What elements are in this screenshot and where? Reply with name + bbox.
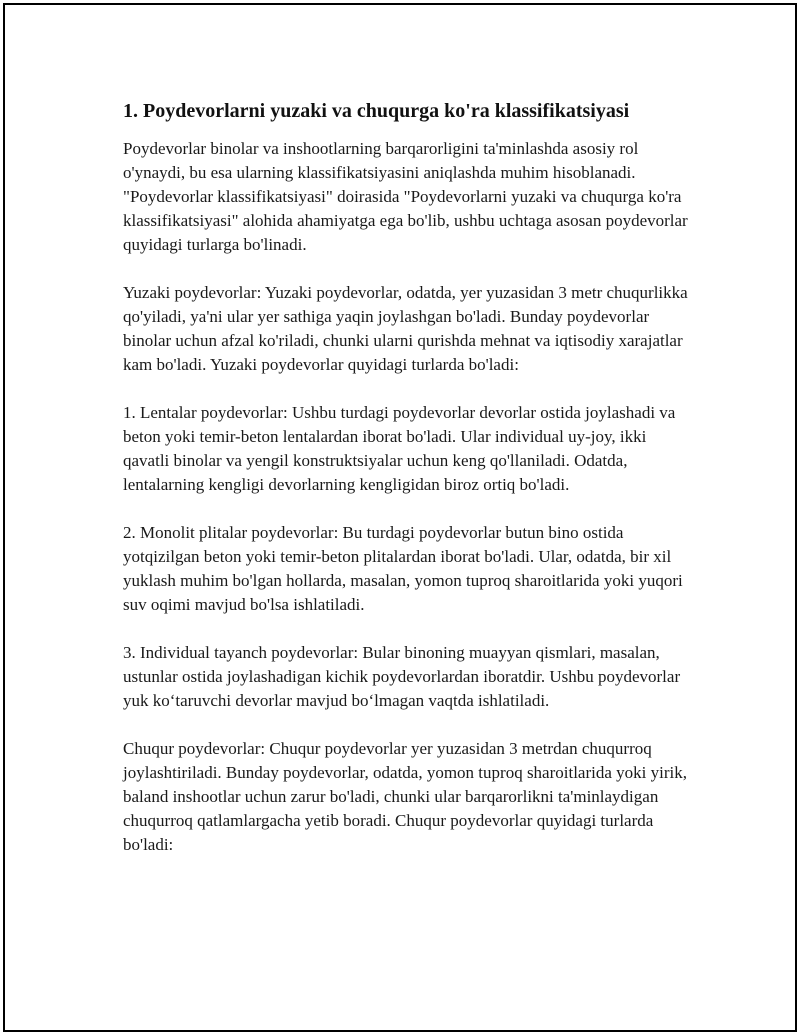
document-body	[123, 97, 693, 881]
strip-foundations-paragraph: 1. Lentalar poydevorlar: Ushbu turdagi poydevorlar devorlar ostida joylashadi va beton yoki temir-beton lentalardan iborat bo'ladi. Ular individual uy-joy, ikki qavatli binolar va yengil konstruktsiyalar uchun keng qo'llaniladi. Odatda, lentalarning kengligi devorlarning kengligidan biroz ortiq bo'ladi.	[123, 403, 676, 494]
deep-foundations-paragraph: Chuqur poydevorlar: Chuqur poydevorlar yer yuzasidan 3 metrdan chuqurroq joylashtiriladi. Bunday poydevorlar, odatda, yomon tuproq sharoitlarida yoki yirik, baland inshootlar uchun zarur bo'ladi, chunki ular barqarorlikni ta'minlaydigan chuqurroq qatlamlargacha yetib boradi. Chuqur poydevorlar quyidagi turlarda bo'ladi:	[123, 739, 687, 854]
shallow-foundations-paragraph: Yuzaki poydevorlar: Yuzaki poydevorlar, odatda, yer yuzasidan 3 metr chuqurlikka qo'yiladi, ya'ni ular yer sathiga yaqin joylashgan bo'ladi. Bunday poydevorlar binolar uchun afzal ko'riladi, chunki ularni qurishda mehnat va iqtisodiy xarajatlar kam bo'ladi. Yuzaki poydevorlar quyidagi turlarda bo'ladi:	[123, 283, 688, 374]
individual-footing-paragraph: 3. Individual tayanch poydevorlar: Bular binoning muayyan qismlari, masalan, ustunlar ostida joylashadigan kichik poydevorlardan iboratdir. Ushbu poydevorlar yuk ko‘taruvchi devorlar mavjud bo‘lmagan vaqtda ishlatiladi.	[123, 643, 681, 710]
section-title: 1. Poydevorlarni yuzaki va chuqurga ko'ra klassifikatsiyasi	[123, 100, 630, 122]
page-frame	[3, 3, 797, 1032]
intro-paragraph: Poydevorlar binolar va inshootlarning barqarorligini ta'minlashda asosiy rol o'ynaydi, bu esa ularning klassifikatsiyasini aniqlashda muhim hisoblanadi. "Poydevorlar klassifikatsiyasi" doirasida "Poydevorlarni yuzaki va chuqurga ko'ra klassifikatsiyasi" alohida ahamiyatga ega bo'lib, ushbu uchtaga asosan poydevorlar quyidagi turlarga bo'linadi.	[123, 139, 688, 254]
monolithic-slab-paragraph: 2. Monolit plitalar poydevorlar: Bu turdagi poydevorlar butun bino ostida yotqizilgan beton yoki temir-beton plitalardan iborat bo'ladi. Ular, odatda, bir xil yuklash muhim bo'lgan hollarda, masalan, yomon tuproq sharoitlarida yoki yuqori suv oqimi mavjud bo'lsa ishlatiladi.	[123, 523, 683, 614]
